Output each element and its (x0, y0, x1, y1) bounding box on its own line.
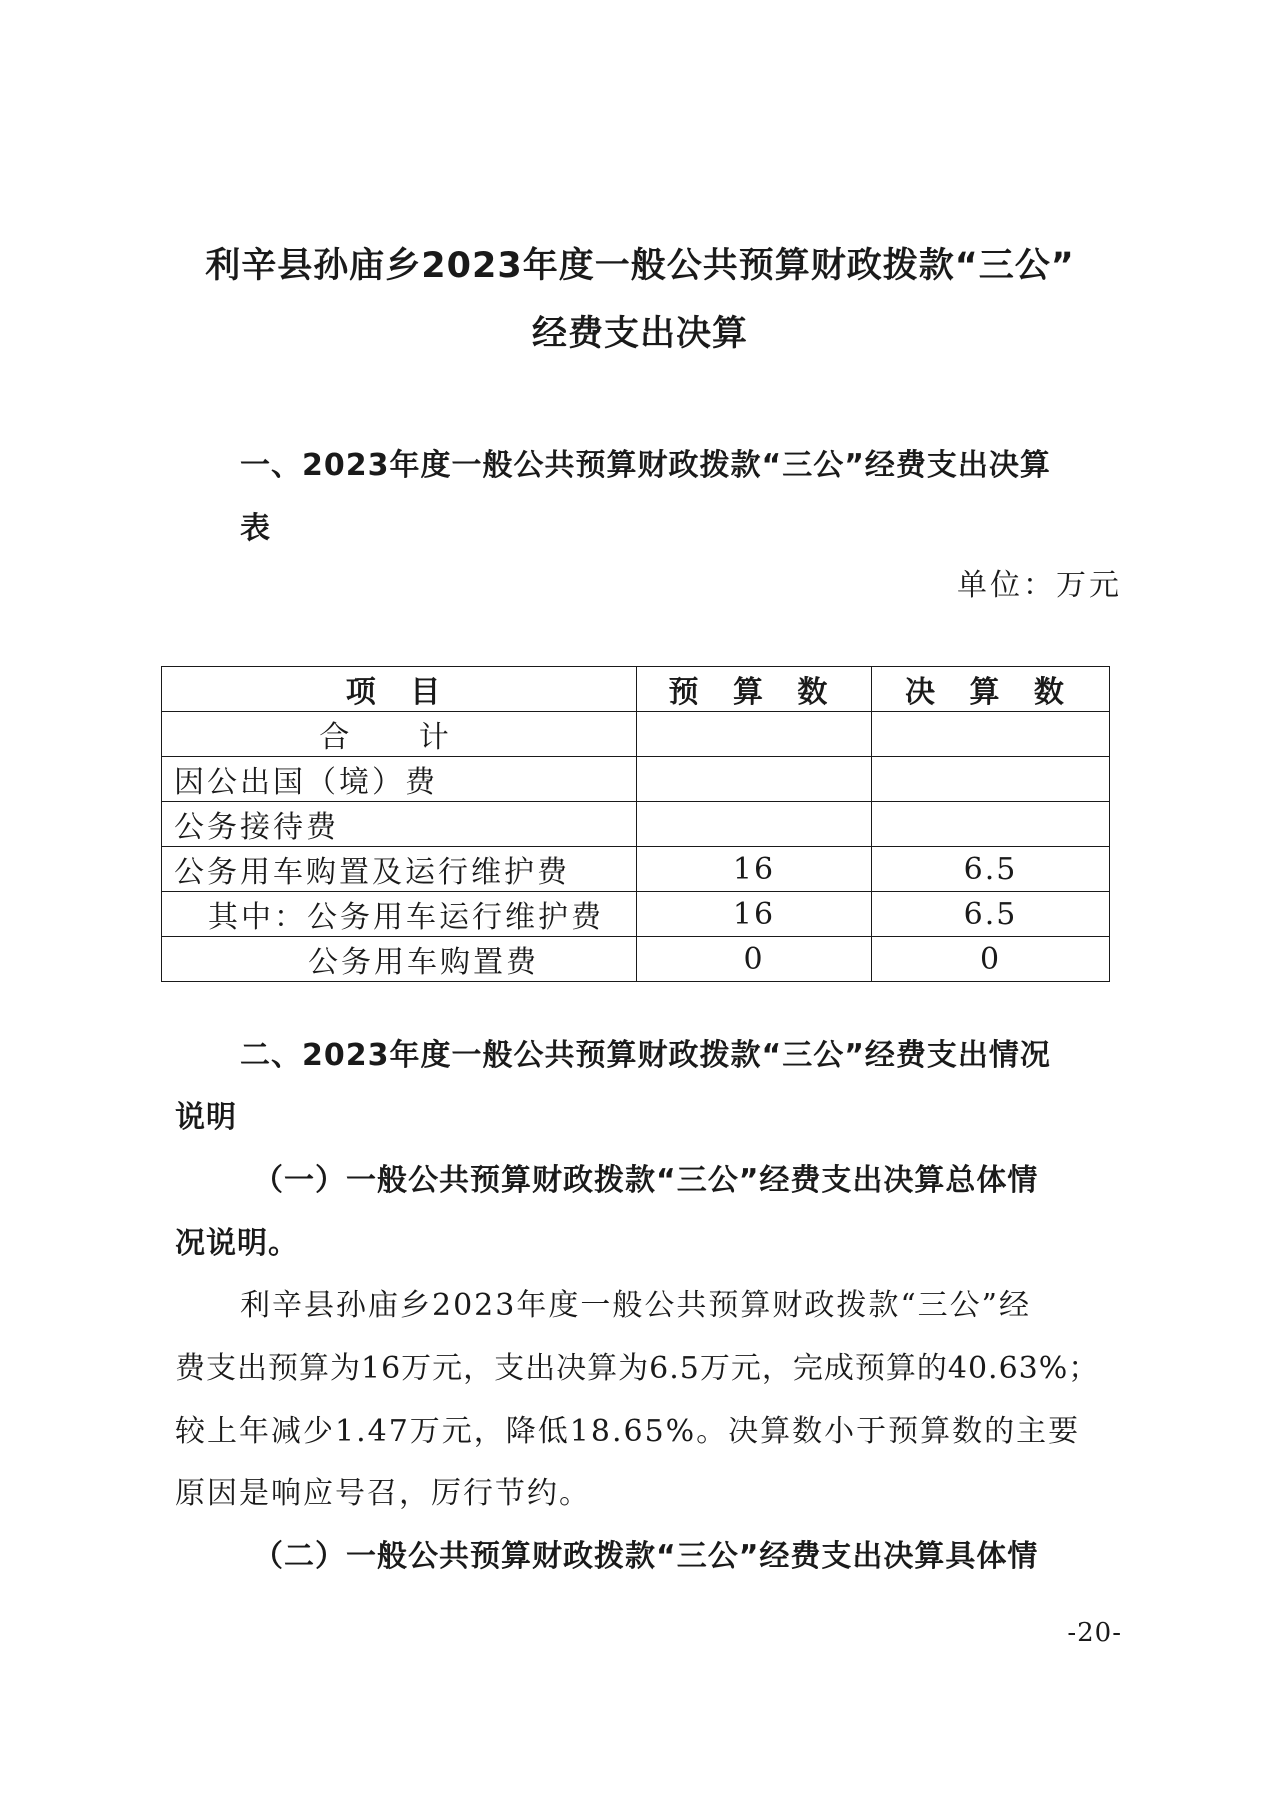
subsection1-heading: （一）一般公共预算财政拨款“三公”经费支出决算总体情 (253, 1163, 1039, 1198)
row-label: 公务用车购置费 (162, 937, 637, 982)
header-item: 项 目 (162, 667, 637, 712)
row-actual (872, 712, 1110, 757)
page-number: -20- (1067, 1618, 1122, 1648)
subsection2-heading: （二）一般公共预算财政拨款“三公”经费支出决算具体情 (253, 1539, 1039, 1574)
row-budget: 16 (637, 847, 872, 892)
paragraph-line: 费支出预算为16万元，支出决算为6.5万元，完成预算的40.63%； (175, 1351, 1100, 1386)
row-label: 其中：公务用车运行维护费 (162, 892, 637, 937)
table-row (162, 712, 1110, 757)
table-header-row (162, 667, 1110, 712)
table-row (162, 757, 1110, 802)
table-row (162, 892, 1110, 937)
header-budget: 预 算 数 (637, 667, 872, 712)
document-title-line2: 经费支出决算 (531, 314, 748, 354)
row-actual: 0 (872, 937, 1110, 982)
row-label: 公务用车购置及运行维护费 (162, 847, 637, 892)
row-actual: 6.5 (872, 892, 1110, 937)
document-title-line1: 利辛县孙庙乡2023年度一般公共预算财政拨款“三公” (205, 246, 1075, 286)
row-actual (872, 757, 1110, 802)
row-actual (872, 802, 1110, 847)
section2-heading-cont: 说明 (175, 1100, 237, 1135)
row-label: 因公出国（境）费 (162, 757, 637, 802)
row-budget: 0 (637, 937, 872, 982)
section1-heading-cont: 表 (240, 511, 271, 546)
unit-label: 单位：万元 (957, 568, 1122, 603)
row-label: 公务接待费 (162, 802, 637, 847)
row-actual: 6.5 (872, 847, 1110, 892)
paragraph-line: 较上年减少1.47万元，降低18.65%。决算数小于预算数的主要 (175, 1414, 1081, 1449)
subsection1-heading-cont: 况说明。 (175, 1226, 299, 1261)
table-row (162, 847, 1110, 892)
budget-table (161, 666, 1110, 982)
section1-heading: 一、2023年度一般公共预算财政拨款“三公”经费支出决算 (240, 448, 1051, 483)
row-budget (637, 757, 872, 802)
header-actual: 决 算 数 (872, 667, 1110, 712)
row-budget: 16 (637, 892, 872, 937)
paragraph-line: 原因是响应号召，厉行节约。 (175, 1476, 591, 1511)
row-label: 合 计 (162, 712, 637, 757)
row-budget (637, 712, 872, 757)
section2-heading: 二、2023年度一般公共预算财政拨款“三公”经费支出情况 (240, 1038, 1051, 1073)
row-budget (637, 802, 872, 847)
table-row (162, 802, 1110, 847)
paragraph-line: 利辛县孙庙乡2023年度一般公共预算财政拨款“三公”经 (240, 1288, 1032, 1323)
table-row (162, 937, 1110, 982)
